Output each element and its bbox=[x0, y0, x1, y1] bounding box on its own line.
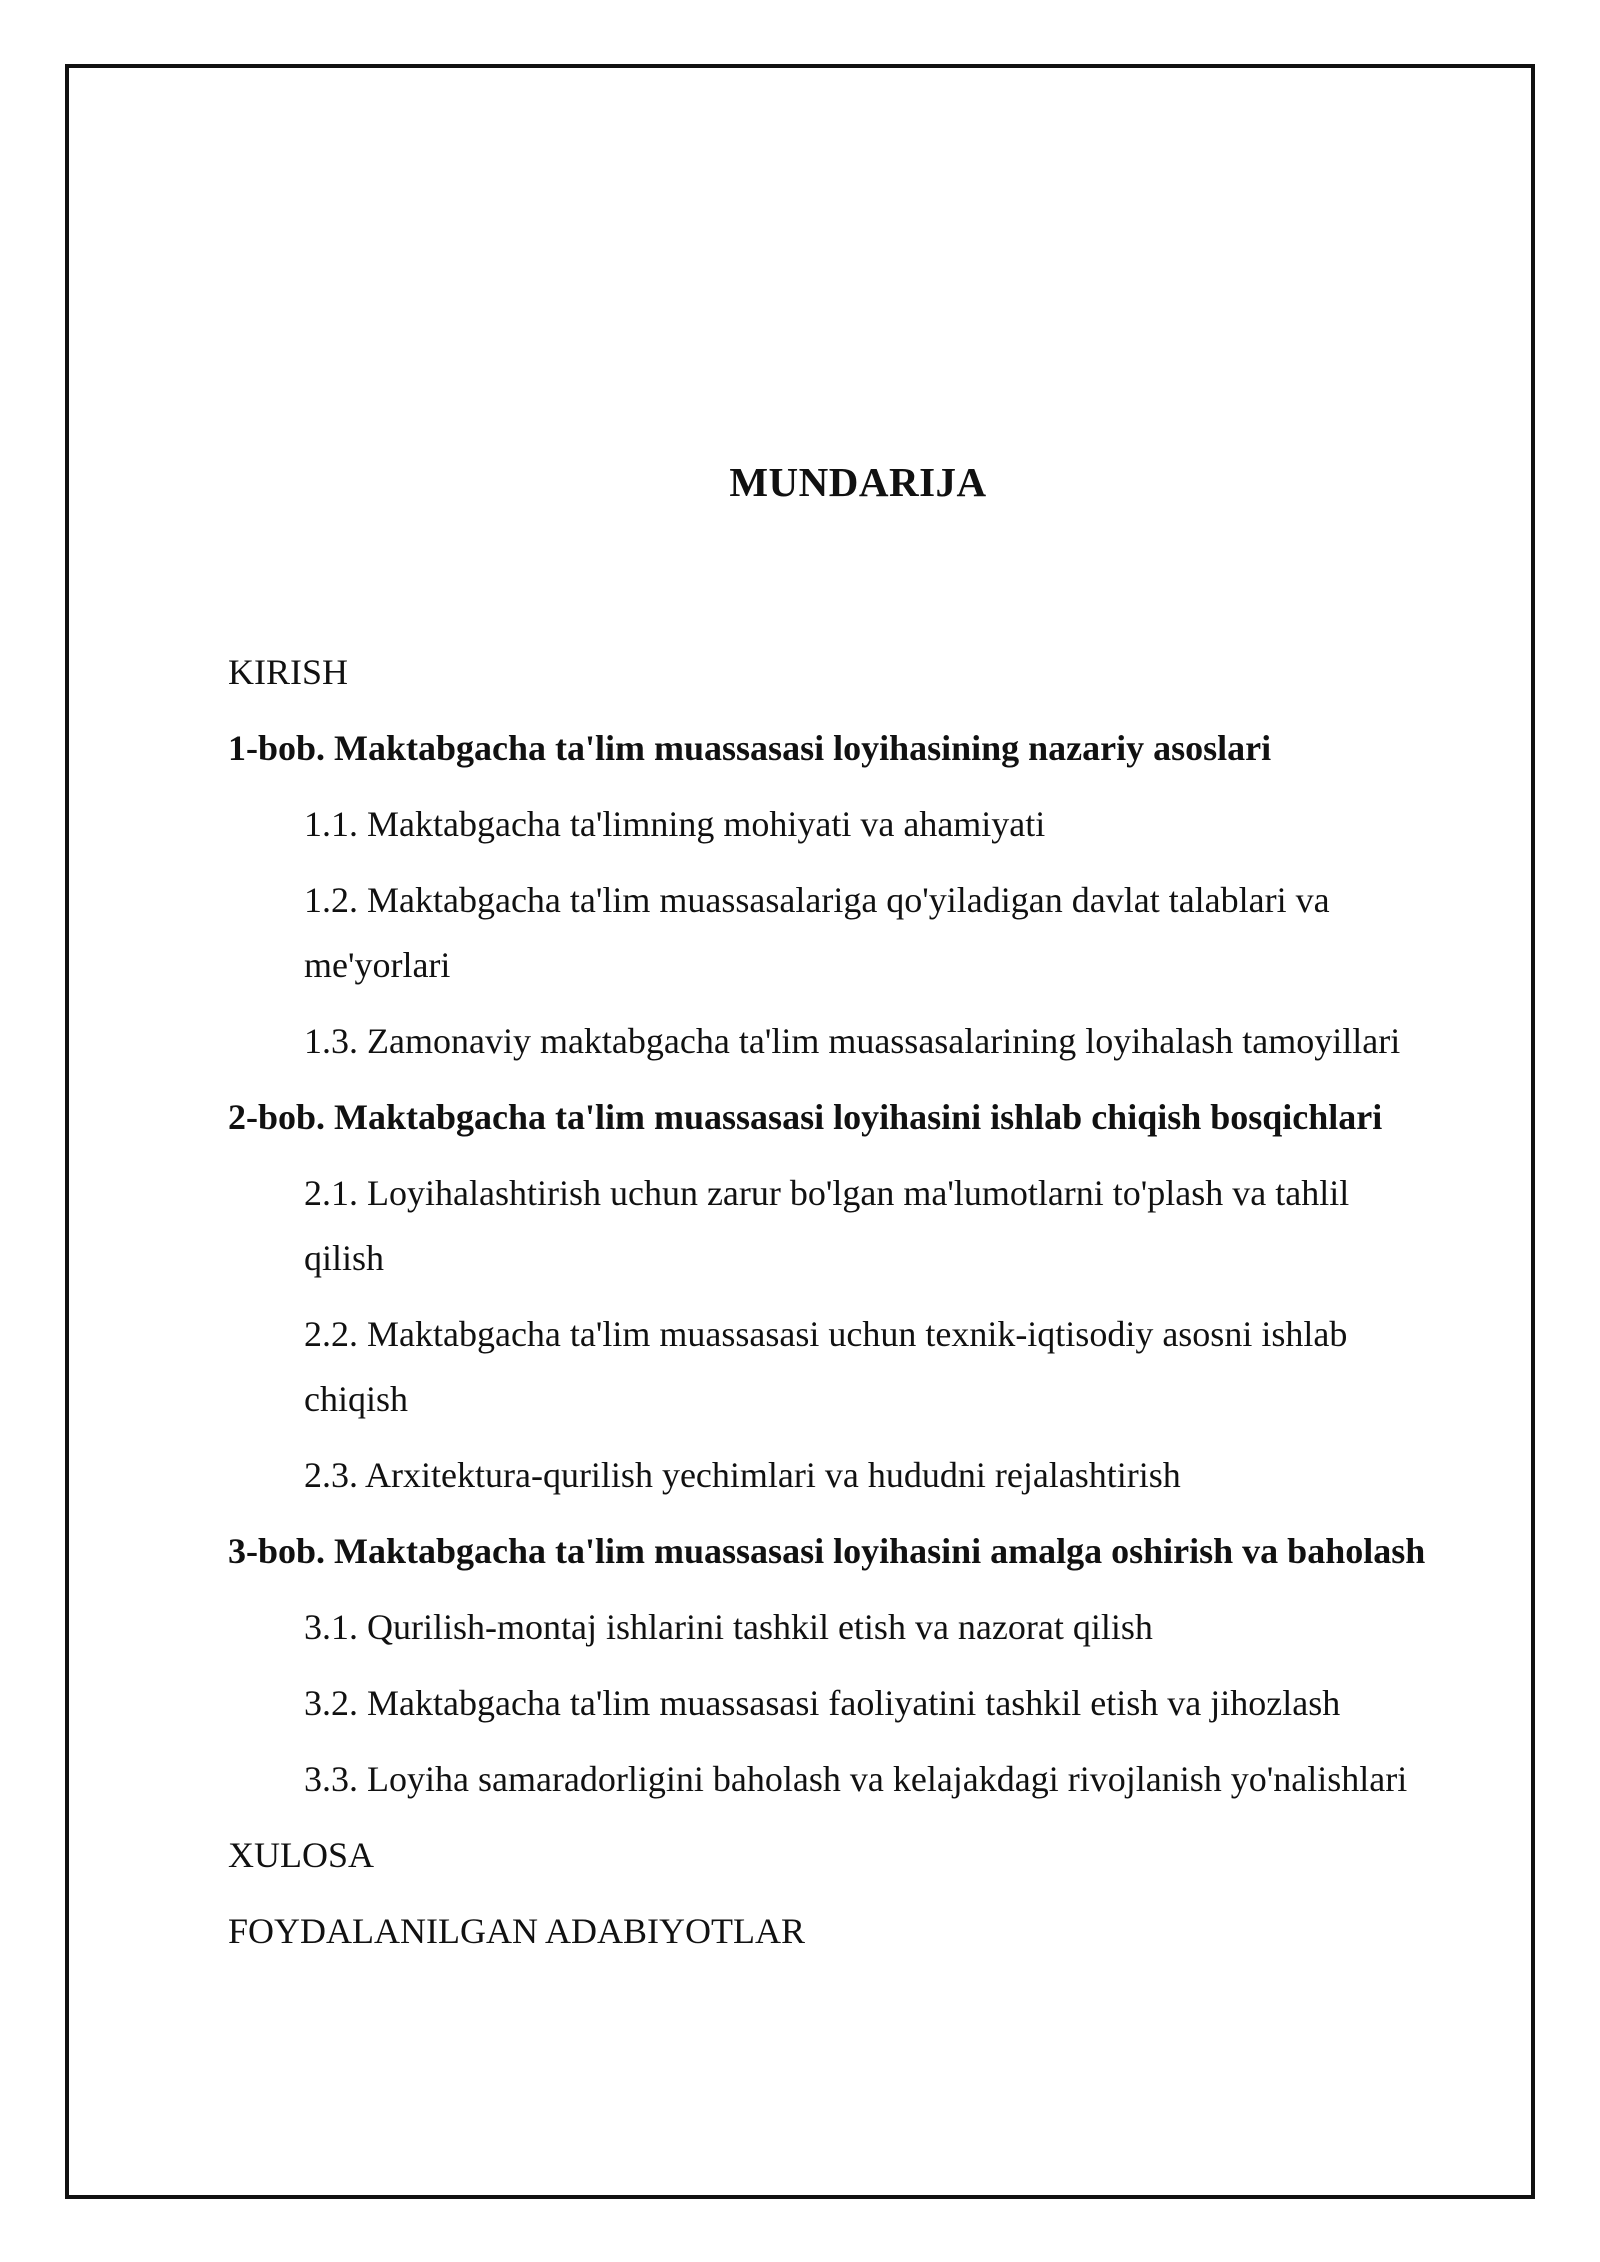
toc-section-3-2: 3.2. Maktabgacha ta'lim muassasasi faoliyatini tashkil etish va jihozlash bbox=[304, 1683, 1341, 1723]
toc-chapter-2: 2-bob. Maktabgacha ta'lim muassasasi loyihasini ishlab chiqish bosqichlari bbox=[228, 1097, 1383, 1137]
toc-section-1-3: 1.3. Zamonaviy maktabgacha ta'lim muassasalarining loyihalash tamoyillari bbox=[304, 1021, 1401, 1061]
table-of-contents bbox=[228, 640, 1518, 1975]
toc-section-3-1: 3.1. Qurilish-montaj ishlarini tashkil etish va nazorat qilish bbox=[304, 1607, 1153, 1647]
toc-entry-references: FOYDALANILGAN ADABIYOTLAR bbox=[228, 1911, 805, 1951]
toc-section-3-3: 3.3. Loyiha samaradorligini baholash va kelajakdagi rivojlanish yo'nalishlari bbox=[304, 1759, 1408, 1799]
toc-section-2-1: 2.1. Loyihalashtirish uchun zarur bo'lgan ma'lumotlarni to'plash va tahlil qilish bbox=[304, 1173, 1350, 1278]
toc-section-2-3: 2.3. Arxitektura-qurilish yechimlari va hududni rejalashtirish bbox=[304, 1455, 1181, 1495]
toc-entry-conclusion: XULOSA bbox=[228, 1835, 375, 1875]
toc-section-2-2: 2.2. Maktabgacha ta'lim muassasasi uchun texnik-iqtisodiy asosni ishlab chiqish bbox=[304, 1314, 1348, 1419]
toc-section-1-1: 1.1. Maktabgacha ta'limning mohiyati va ahamiyati bbox=[304, 804, 1046, 844]
page-title: MUNDARIJA bbox=[729, 459, 987, 505]
toc-section-1-2: 1.2. Maktabgacha ta'lim muassasalariga qo'yiladigan davlat talablari va me'yorlari bbox=[304, 880, 1330, 985]
toc-entry-introduction: KIRISH bbox=[228, 652, 349, 692]
toc-chapter-1: 1-bob. Maktabgacha ta'lim muassasasi loyihasining nazariy asoslari bbox=[228, 728, 1272, 768]
toc-chapter-3: 3-bob. Maktabgacha ta'lim muassasasi loyihasini amalga oshirish va baholash bbox=[228, 1531, 1426, 1571]
